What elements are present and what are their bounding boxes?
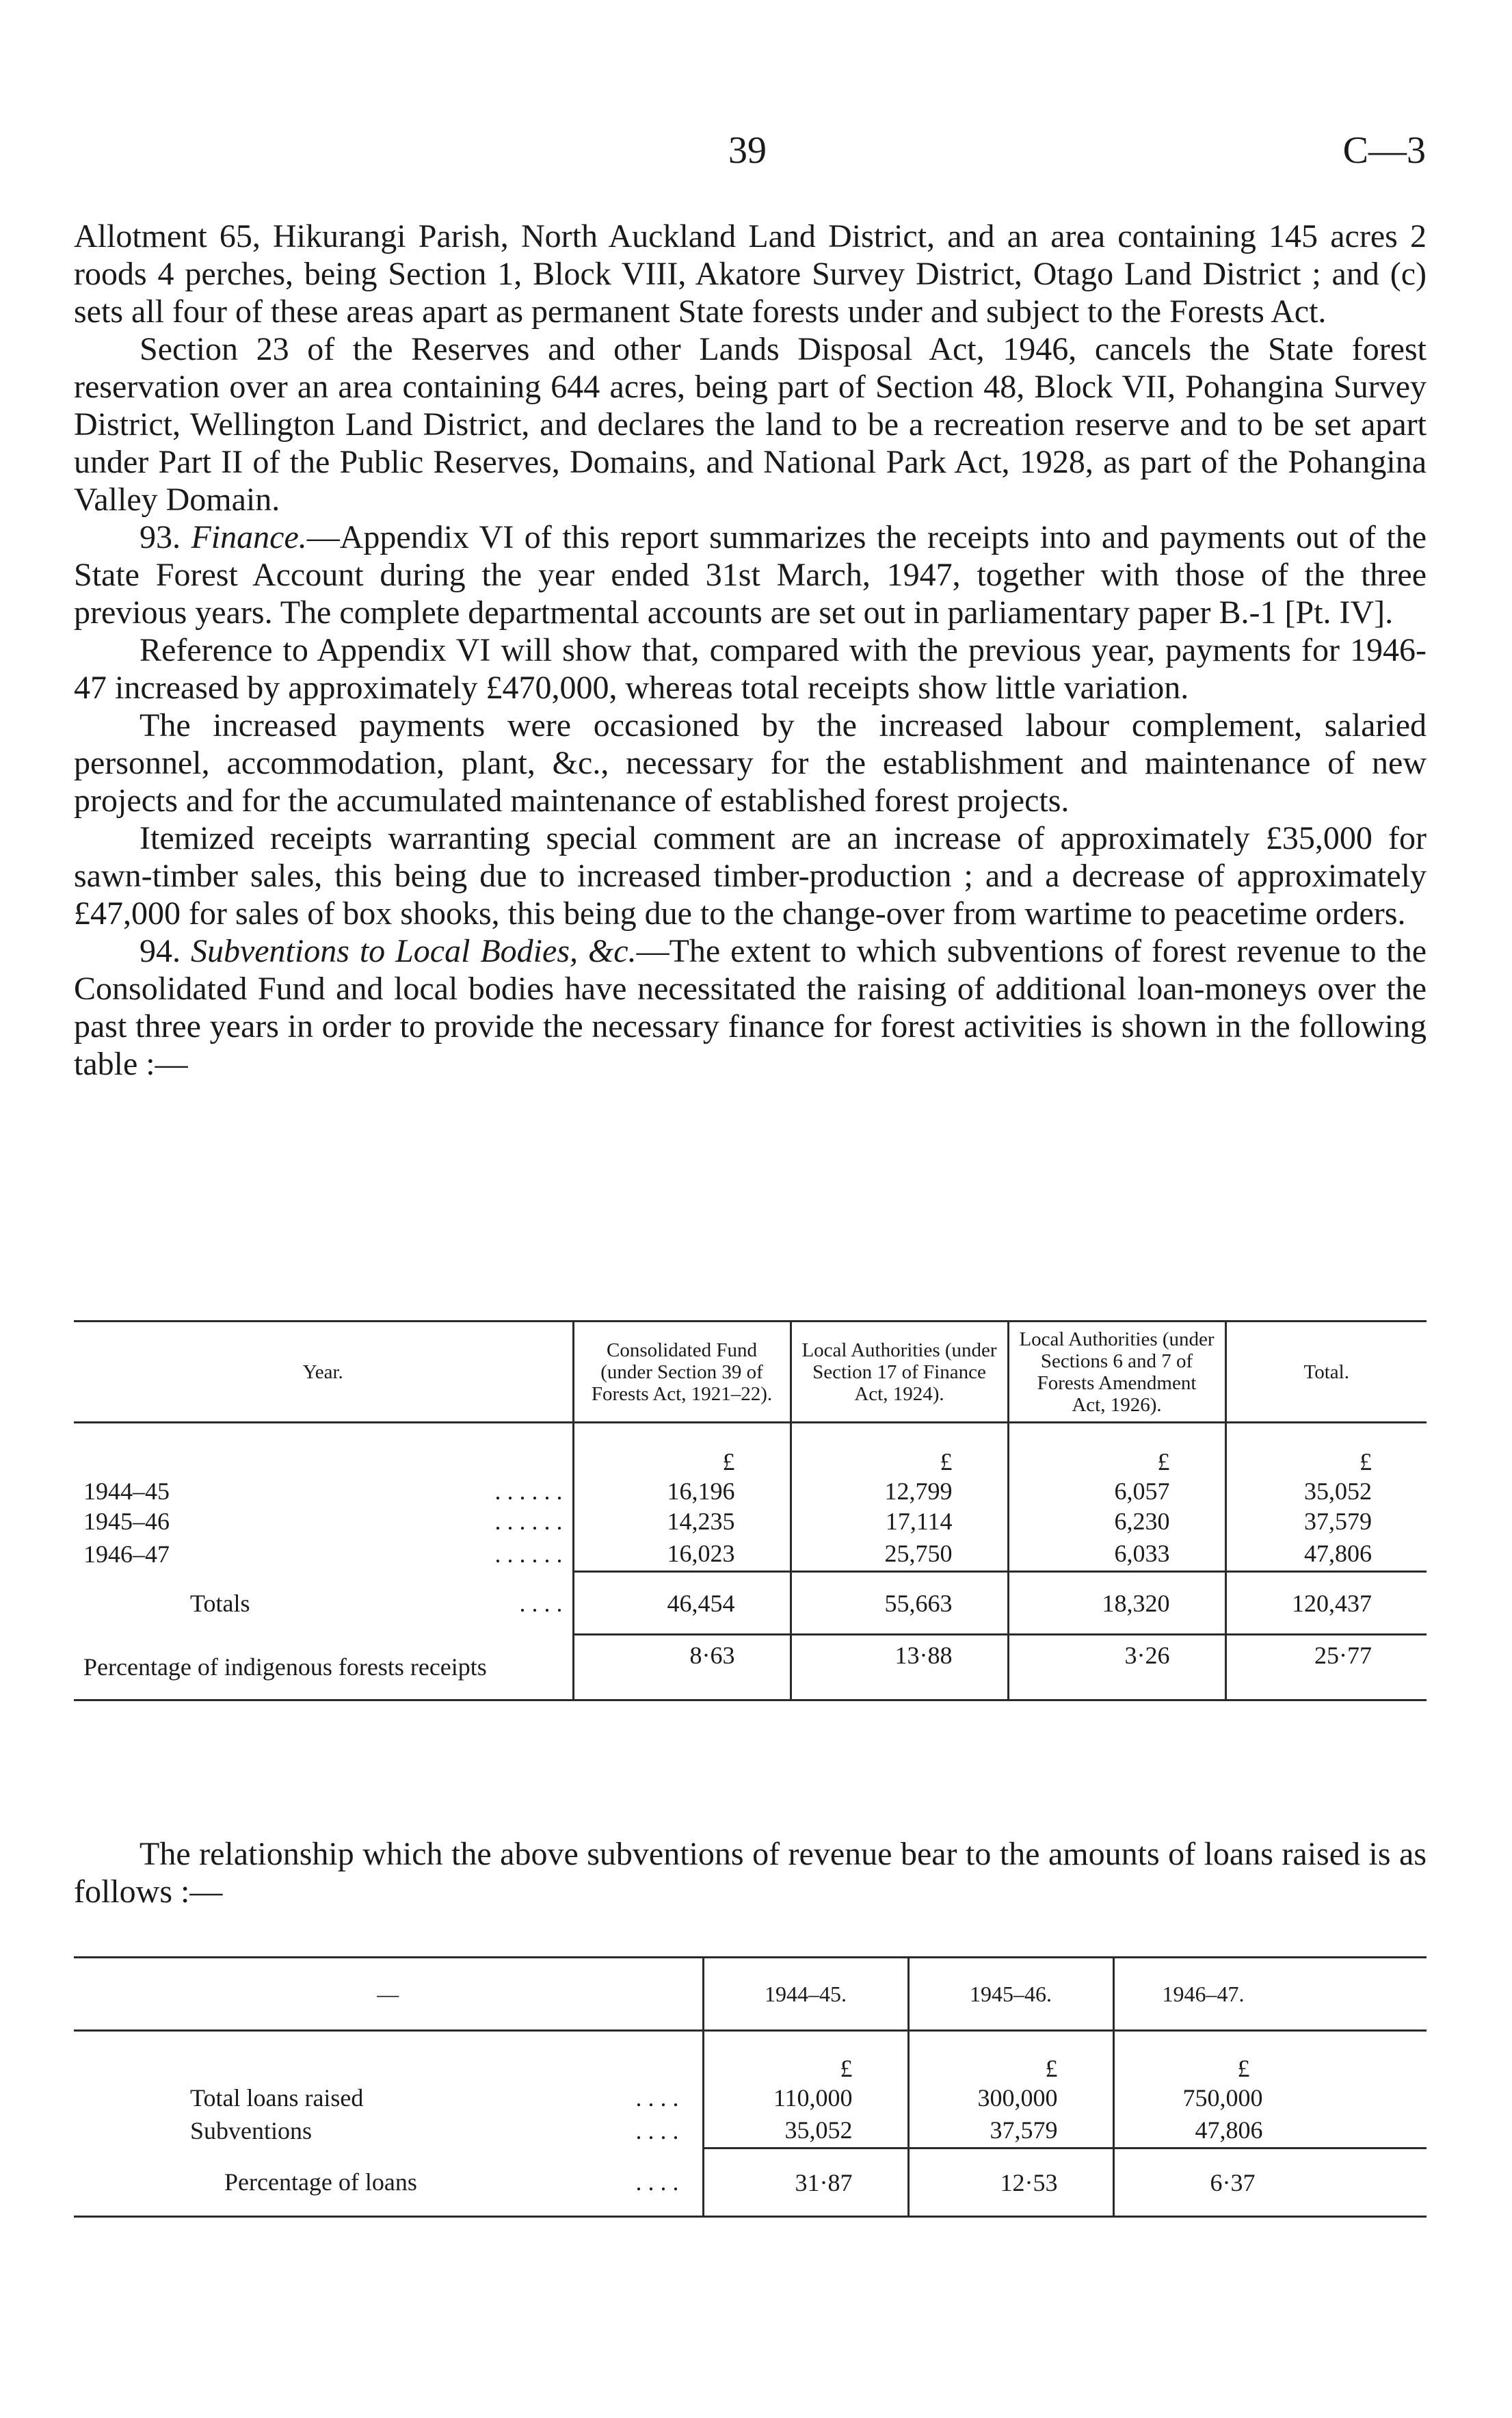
leader-dots: . . . . . . [494,1477,563,1505]
cell-local6-7: 6,057 [1008,1476,1225,1506]
row-label: 1944–45 . . . . . . [83,1477,563,1505]
loans-table [74,1956,1427,2218]
section-title: Finance. [191,519,307,555]
row-label: Percentage of loans . . . . [74,2148,703,2217]
row-label: 1945–46 . . . . . . [83,1507,563,1535]
header-total: Total. [1225,1322,1427,1423]
paragraph-6: Itemized receipts warranting special comment are an increase of approximately £35,000 for sawn-timber sales, this being due to increased timber-production ; and a decrease of approximately £47,000 for sales of box shooks, this being due to the change-over from wartime to peacetime orders. [74,820,1427,932]
cell-total: 35,052 [1225,1476,1427,1506]
leader-dots: . . . . [519,1589,563,1617]
row-label: Percentage of indigenous forests receipts [83,1653,487,1681]
table-row [74,1506,1427,1536]
subventions-table [74,1320,1427,1701]
cell-consolidated: 16,023 [573,1536,791,1572]
cell-consolidated: 46,454 [573,1572,791,1635]
cell-consolidated: 8·63 [573,1635,791,1700]
currency-symbol: £ [1008,1423,1225,1476]
cell-local6-7: 6,033 [1008,1536,1225,1572]
paragraph-finance [74,518,1427,631]
percentage-row [74,2148,1427,2217]
section-text: —The extent to which subventions of forest revenue to the Consolidated Fund and local bodies have necessitated the raising of additional loan-moneys over the past three years in order to provide the necessary finance for forest activities is shown in the following table :— [74,933,1427,1082]
currency-symbol: £ [908,2031,1113,2083]
percentage-row [74,1635,1427,1700]
table-row [74,2083,1427,2113]
leader-dots: . . . . [635,2116,679,2144]
leader-dots: . . . . [635,2168,679,2196]
cell-consolidated: 16,196 [573,1476,791,1506]
cell-local6-7: 6,230 [1008,1506,1225,1536]
cell-1946-47: 6·37 [1113,2148,1427,2217]
cell-1944-45: 110,000 [703,2083,908,2113]
cell-1945-46: 37,579 [908,2113,1113,2148]
row-label: 1946–47 . . . . . . [83,1540,563,1568]
totals-row [74,1572,1427,1635]
leader-dots: . . . . [635,2084,679,2112]
table-row [74,2113,1427,2148]
table-header-row [74,1958,1427,2031]
section-text: —Appendix VI of this report summarizes the receipts into and payments out of the State Forest Account during the year ended 31st March, 1947, together with those of the three previous years. The complete departmental accounts are set out in parliamentary paper B.-1 [Pt. IV]. [74,519,1427,631]
cell-total: 37,579 [1225,1506,1427,1536]
cell-1946-47: 47,806 [1113,2113,1427,2148]
header-consolidated-fund: Consolidated Fund (under Section 39 of Forests Act, 1921–22). [573,1322,791,1423]
cell-1946-47: 750,000 [1113,2083,1427,2113]
cell-local6-7: 18,320 [1008,1572,1225,1635]
cell-local17: 55,663 [791,1572,1008,1635]
currency-symbol: £ [703,2031,908,2083]
header-1944-45: 1944–45. [703,1958,908,2031]
body-text [74,218,1427,1083]
section-number: 93. [140,519,181,555]
header-year: Year. [302,1361,343,1383]
cell-consolidated: 14,235 [573,1506,791,1536]
paragraph-5: The increased payments were occasioned by the increased labour complement, salaried personnel, accommodation, plant, &c., necessary for the establishment and maintenance of new projects and for the accumulated maintenance of established forest projects. [74,707,1427,819]
leader-dots: . . . . . . [494,1540,563,1568]
currency-row [74,2031,1427,2083]
paragraph-subventions [74,932,1427,1083]
cell-1945-46: 300,000 [908,2083,1113,2113]
paragraph-1: Allotment 65, Hikurangi Parish, North Auckland Land District, and an area containing 145 acres 2 roods 4 perches, being Section 1, Block VIII, Akatore Survey District, Otago Land District ; and (c) sets all four of these areas apart as permanent State forests under and subject to the Forests Act. [74,218,1427,330]
section-number: 94. [140,933,181,969]
cell-local17: 12,799 [791,1476,1008,1506]
header-1945-46: 1945–46. [908,1958,1113,2031]
paragraph-loans-intro: The relationship which the above subventions of revenue bear to the amounts of loans raised is as follows :— [74,1836,1427,1910]
cell-local17: 25,750 [791,1536,1008,1572]
currency-symbol: £ [1113,2031,1427,2083]
cell-1944-45: 35,052 [703,2113,908,2148]
header-local-authorities-s17: Local Authorities (under Section 17 of Finance Act, 1924). [791,1322,1008,1423]
header-blank: — [377,1981,399,2006]
paragraph-2: Section 23 of the Reserves and other Lands Disposal Act, 1946, cancels the State forest reservation over an area containing 644 acres, being part of Section 48, Block VII, Pohangina Survey District, Wellington Land District, and declares the land to be a recreation reserve and to be set apart under Part II of the Public Reserves, Domains, and National Park Act, 1928, as part of the Pohangina Valley Domain. [74,331,1427,518]
header-local-authorities-s6-7: Local Authorities (under Sections 6 and 7 of Forests Amendment Act, 1926). [1008,1322,1225,1423]
paragraph-4: Reference to Appendix VI will show that, compared with the previous year, payments for 1946-47 increased by approximately £470,000, whereas total receipts show little variation. [74,632,1427,706]
cell-1945-46: 12·53 [908,2148,1113,2217]
document-code: C—3 [1342,129,1426,172]
currency-symbol: £ [573,1423,791,1476]
section-title: Subventions to Local Bodies, &c. [190,933,637,969]
row-label: Totals . . . . [190,1589,563,1617]
currency-row [74,1423,1427,1476]
table-row [74,1476,1427,1506]
cell-local6-7: 3·26 [1008,1635,1225,1700]
table-row [74,1536,1427,1572]
header-1946-47: 1946–47. [1113,1958,1427,2031]
cell-total: 47,806 [1225,1536,1427,1572]
page-number: 39 [728,129,767,172]
table-header-row [74,1322,1427,1423]
row-label: Total loans raised . . . . [74,2083,703,2113]
currency-symbol: £ [791,1423,1008,1476]
cell-total: 120,437 [1225,1572,1427,1635]
row-label: Subventions . . . . [74,2113,703,2148]
leader-dots: . . . . . . [494,1507,563,1535]
cell-total: 25·77 [1225,1635,1427,1700]
cell-local17: 17,114 [791,1506,1008,1536]
cell-local17: 13·88 [791,1635,1008,1700]
currency-symbol: £ [1225,1423,1427,1476]
cell-1944-45: 31·87 [703,2148,908,2217]
